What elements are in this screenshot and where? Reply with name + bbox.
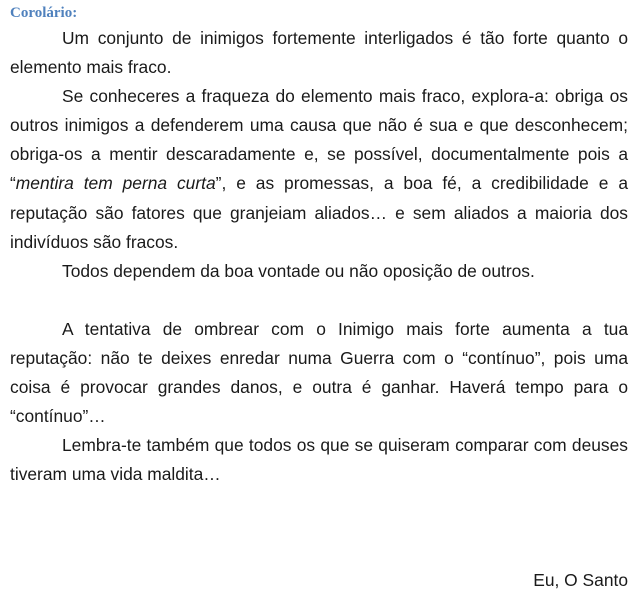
document-page [10,0,628,600]
paragraph-4: A tentativa de ombrear com o Inimigo mais forte aumenta a tua reputação: não te deixes enredar numa Guerra com o “contínuo”, pois uma coisa é provocar grandes danos, e outra é ganhar. Haverá tempo para o “contínuo”… [10,318,628,427]
signature: Eu, O Santo [533,570,628,590]
paragraph-3: Todos dependem da boa vontade ou não oposição de outros. [62,260,535,281]
paragraph-5: Lembra-te também que todos os que se quiseram comparar com deuses tiveram uma vida maldita… [10,435,628,485]
paragraph-2-text-after: ”, e as promessas, a boa fé, a credibilidade e a reputação são fatores que granjeiam aliados… e sem aliados a maioria dos indivíduos são fracos. [10,173,628,252]
paragraph-2-text-before: Se conheceres a fraqueza do elemento mais fraco, explora-a: obriga os outros inimigos a defenderem uma causa que não é sua e que desconhecem; obriga-os a mentir descaradamente e, se possível, documentalmente pois a “ [10,86,628,194]
paragraph-2-italic-quote: mentira tem perna curta [15,173,216,194]
section-heading: Corolário: [10,5,78,21]
paragraph-1: Um conjunto de inimigos fortemente interligados é tão forte quanto o elemento mais fraco. [10,28,628,78]
paragraph-2 [10,82,628,257]
body-text [10,24,628,489]
